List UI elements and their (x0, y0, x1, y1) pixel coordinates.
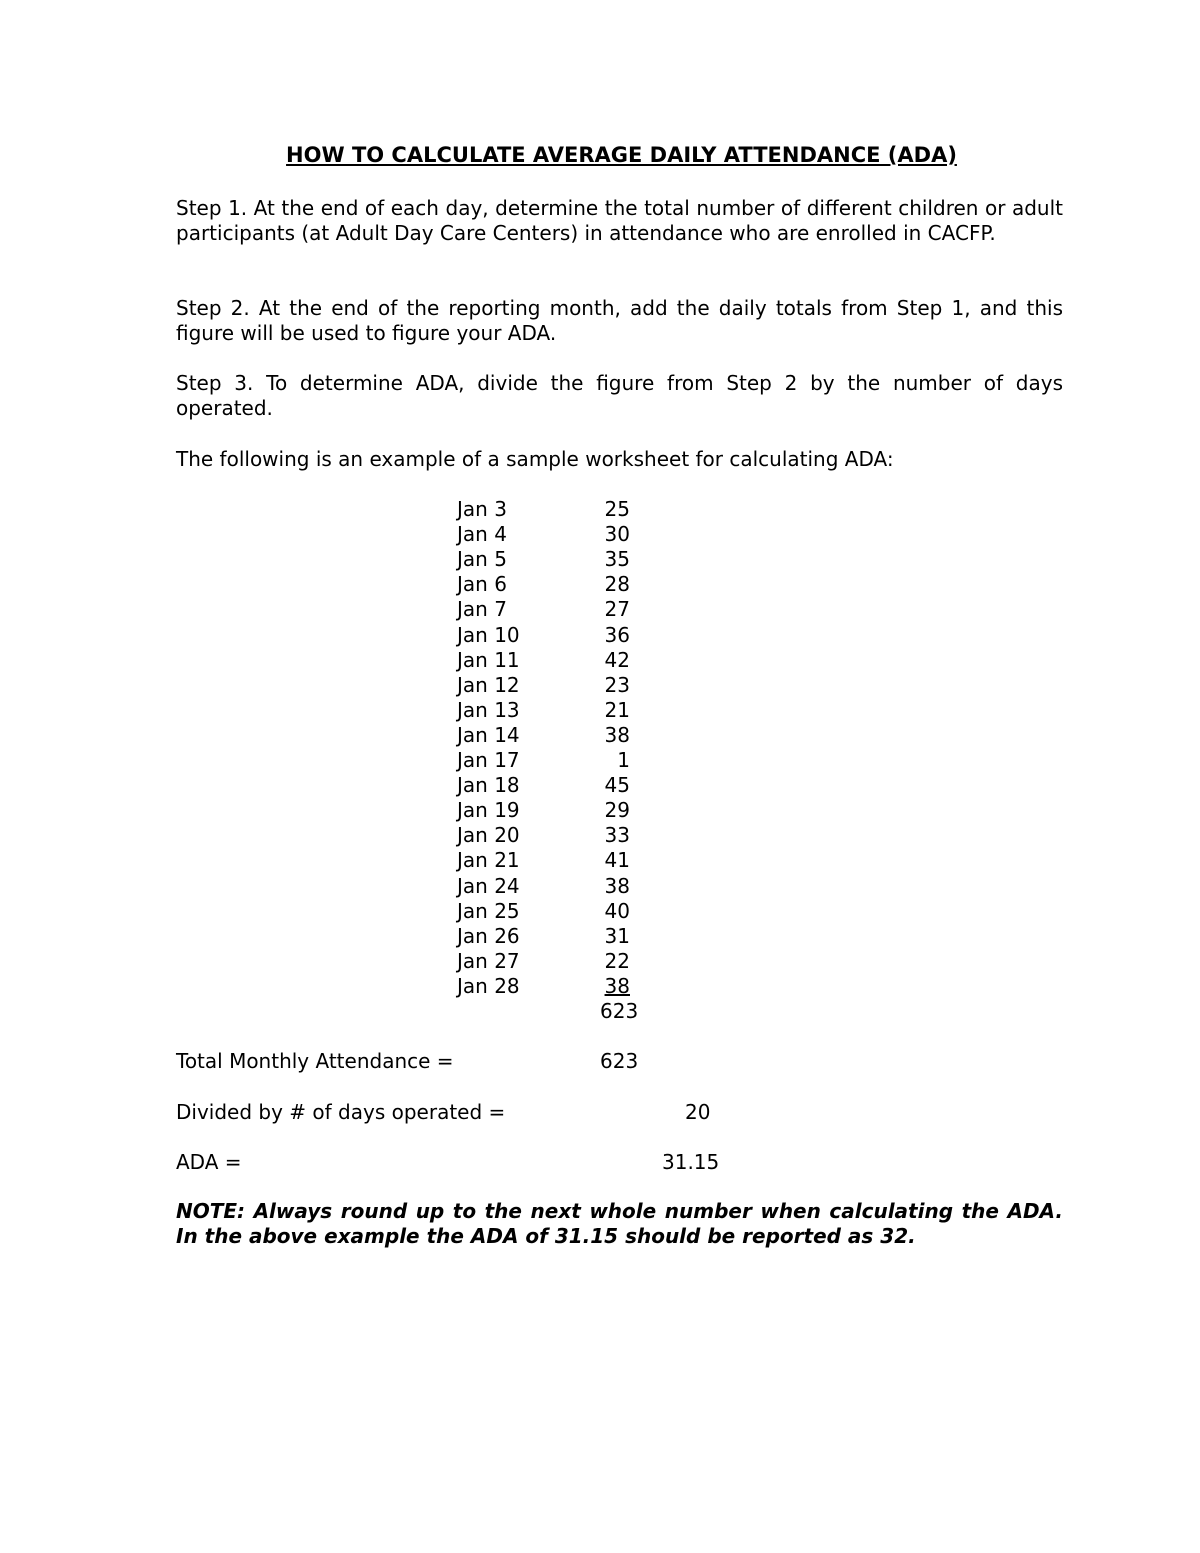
worksheet-count: 22 (604, 949, 630, 973)
worksheet-date: Jan 24 (457, 874, 520, 898)
worksheet-count: 23 (604, 673, 630, 697)
worksheet-date: Jan 28 (457, 974, 520, 998)
days-operated-label: Divided by # of days operated = (176, 1100, 506, 1124)
worksheet-date: Jan 17 (457, 748, 520, 772)
step-2-text: Step 2. At the end of the reporting month, add the daily totals from Step 1, and this figure will be used to figure your ADA. (176, 296, 1063, 345)
worksheet-date: Jan 14 (457, 723, 520, 747)
worksheet-date: Jan 26 (457, 924, 520, 948)
worksheet-date: Jan 18 (457, 773, 520, 797)
worksheet-count: 31 (604, 924, 630, 948)
worksheet-count: 42 (604, 648, 630, 672)
rounding-note: NOTE: Always round up to the next whole number when calculating the ADA. In the above example the ADA of 31.15 should be reported as 32. (176, 1199, 1063, 1248)
days-operated-value: 20 (685, 1100, 711, 1124)
worksheet-date: Jan 11 (457, 648, 520, 672)
worksheet-count: 28 (604, 572, 630, 596)
worksheet-count: 38 (604, 723, 630, 747)
worksheet-date: Jan 6 (457, 572, 507, 596)
worksheet-date: Jan 13 (457, 698, 520, 722)
worksheet-date: Jan 4 (457, 522, 507, 546)
worksheet-date: Jan 10 (457, 623, 520, 647)
worksheet-date: Jan 7 (457, 597, 507, 621)
worksheet-count: 1 (617, 748, 630, 772)
worksheet-date: Jan 27 (457, 949, 520, 973)
worksheet-sum: 623 (600, 999, 639, 1023)
worksheet-count: 29 (604, 798, 630, 822)
total-attendance-value: 623 (600, 1049, 639, 1073)
worksheet-count: 33 (604, 823, 630, 847)
worksheet-count: 21 (604, 698, 630, 722)
worksheet-date: Jan 5 (457, 547, 507, 571)
worksheet-count: 45 (604, 773, 630, 797)
worksheet-count: 27 (604, 597, 630, 621)
ada-label: ADA = (176, 1150, 242, 1174)
worksheet-count: 35 (604, 547, 630, 571)
worksheet-count: 41 (604, 848, 630, 872)
total-attendance-label: Total Monthly Attendance = (176, 1049, 454, 1073)
worksheet-date: Jan 3 (457, 497, 507, 521)
step-1-text: Step 1. At the end of each day, determine the total number of different children or adult participants (at Adult Day Care Centers) in attendance who are enrolled in CACFP. (176, 196, 1063, 245)
worksheet-count: 30 (604, 522, 630, 546)
worksheet-date: Jan 20 (457, 823, 520, 847)
ada-value: 31.15 (662, 1150, 720, 1174)
worksheet-date: Jan 25 (457, 899, 520, 923)
worksheet-date: Jan 21 (457, 848, 520, 872)
worksheet-intro: The following is an example of a sample worksheet for calculating ADA: (176, 447, 894, 471)
document-title: HOW TO CALCULATE AVERAGE DAILY ATTENDANCE (ADA) (286, 143, 957, 167)
worksheet-count: 25 (604, 497, 630, 521)
worksheet-count: 38 (604, 874, 630, 898)
worksheet-count: 40 (604, 899, 630, 923)
worksheet-count: 36 (604, 623, 630, 647)
step-3-text: Step 3. To determine ADA, divide the figure from Step 2 by the number of days operated. (176, 371, 1063, 420)
worksheet-count: 38 (604, 974, 630, 998)
worksheet-date: Jan 19 (457, 798, 520, 822)
worksheet-date: Jan 12 (457, 673, 520, 697)
